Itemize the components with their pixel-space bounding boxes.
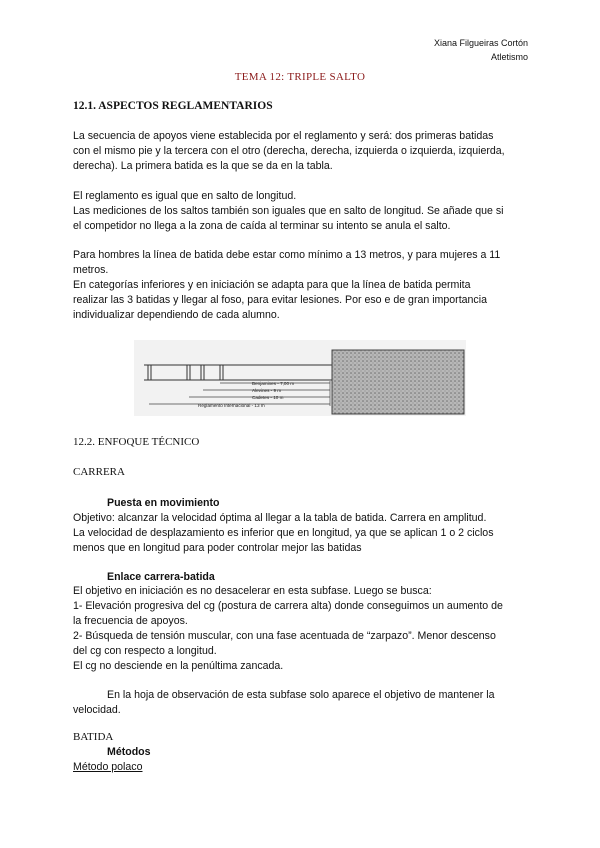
- paragraph-line: menos que en longitud para poder controlar mejor las batidas: [73, 542, 362, 554]
- paragraph-line: la frecuencia de apoyos.: [73, 615, 188, 627]
- paragraph-line: del cg con respecto a longitud.: [73, 645, 217, 657]
- batida-heading: BATIDA: [73, 731, 114, 743]
- carrera-heading: CARRERA: [73, 466, 125, 478]
- runway-diagram: [134, 340, 466, 416]
- metodo-polaco-heading: Método polaco: [73, 761, 143, 773]
- paragraph-line: el competidor no llega a la zona de caída al terminar su intento se anula el salto.: [73, 220, 451, 232]
- paragraph-line: El objetivo en iniciación es no desacelerar en esta subfase. Luego se busca:: [73, 585, 432, 597]
- paragraph-line: realizar las 3 batidas y llegar al foso, para evitar lesiones. Por eso e de gran importancia: [73, 294, 487, 306]
- subject-name: Atletismo: [490, 52, 528, 62]
- paragraph-line: 2- Búsqueda de tensión muscular, con una fase acentuada de “zarpazo”. Menor descenso: [73, 630, 496, 642]
- paragraph-line: Las mediciones de los saltos también son iguales que en salto de longitud. Se añade que si: [73, 205, 504, 217]
- subsection-title-puesta: Puesta en movimiento: [107, 497, 220, 509]
- paragraph-line: En la hoja de observación de esta subfase solo aparece el objetivo de mantener la: [107, 689, 495, 701]
- paragraph-line: La velocidad de desplazamiento es inferior que en longitud, ya que se aplican 1 o 2 ciclos: [73, 527, 494, 539]
- paragraph-line: velocidad.: [73, 704, 121, 716]
- paragraph-line: La secuencia de apoyos viene establecida por el reglamento y será: dos primeras batidas: [73, 130, 494, 142]
- subsection-title-enlace: Enlace carrera-batida: [107, 571, 215, 583]
- paragraph-line: El cg no desciende en la penúltima zancada.: [73, 660, 284, 672]
- label-reglamento: Reglamento Internacional - 13 m: [198, 403, 265, 408]
- paragraph-line: con el mismo pie y la tercera con el otro (derecha, derecha, izquierda o izquierda, izquierda,: [73, 145, 505, 157]
- paragraph-line: En categorías inferiores y en iniciación se adapta para que la línea de batida permita: [73, 279, 471, 291]
- paragraph-line: Para hombres la línea de batida debe estar como mínimo a 13 metros, y para mujeres a 11: [73, 249, 501, 261]
- paragraph-line: El reglamento es igual que en salto de longitud.: [73, 190, 297, 202]
- paragraph-line: 1- Elevación progresiva del cg (postura de carrera alta) donde conseguimos un aumento de: [73, 600, 503, 612]
- label-alevines: Alevines - 9 m: [252, 388, 282, 393]
- paragraph-line: Objetivo: alcanzar la velocidad óptima al llegar a la tabla de batida. Carrera en amplitud.: [73, 512, 487, 524]
- metodos-heading: Métodos: [107, 746, 151, 758]
- section-heading-reglamentarios: 12.1. ASPECTOS REGLAMENTARIOS: [73, 100, 273, 112]
- author-name: Xiana Filgueiras Cortón: [433, 38, 528, 48]
- page-title: TEMA 12: TRIPLE SALTO: [234, 71, 366, 83]
- section-heading-enfoque: 12.2. ENFOQUE TÉCNICO: [73, 436, 200, 448]
- paragraph-line: derecha). La primera batida es la que se da en la tabla.: [73, 160, 333, 172]
- label-cadetes: Cadetes - 10 m: [252, 395, 284, 400]
- paragraph-line: individualizar dependiendo de cada alumno.: [73, 309, 280, 321]
- label-benjamines: Benjamines - 7,00 m: [252, 381, 295, 386]
- paragraph-line: metros.: [73, 264, 109, 276]
